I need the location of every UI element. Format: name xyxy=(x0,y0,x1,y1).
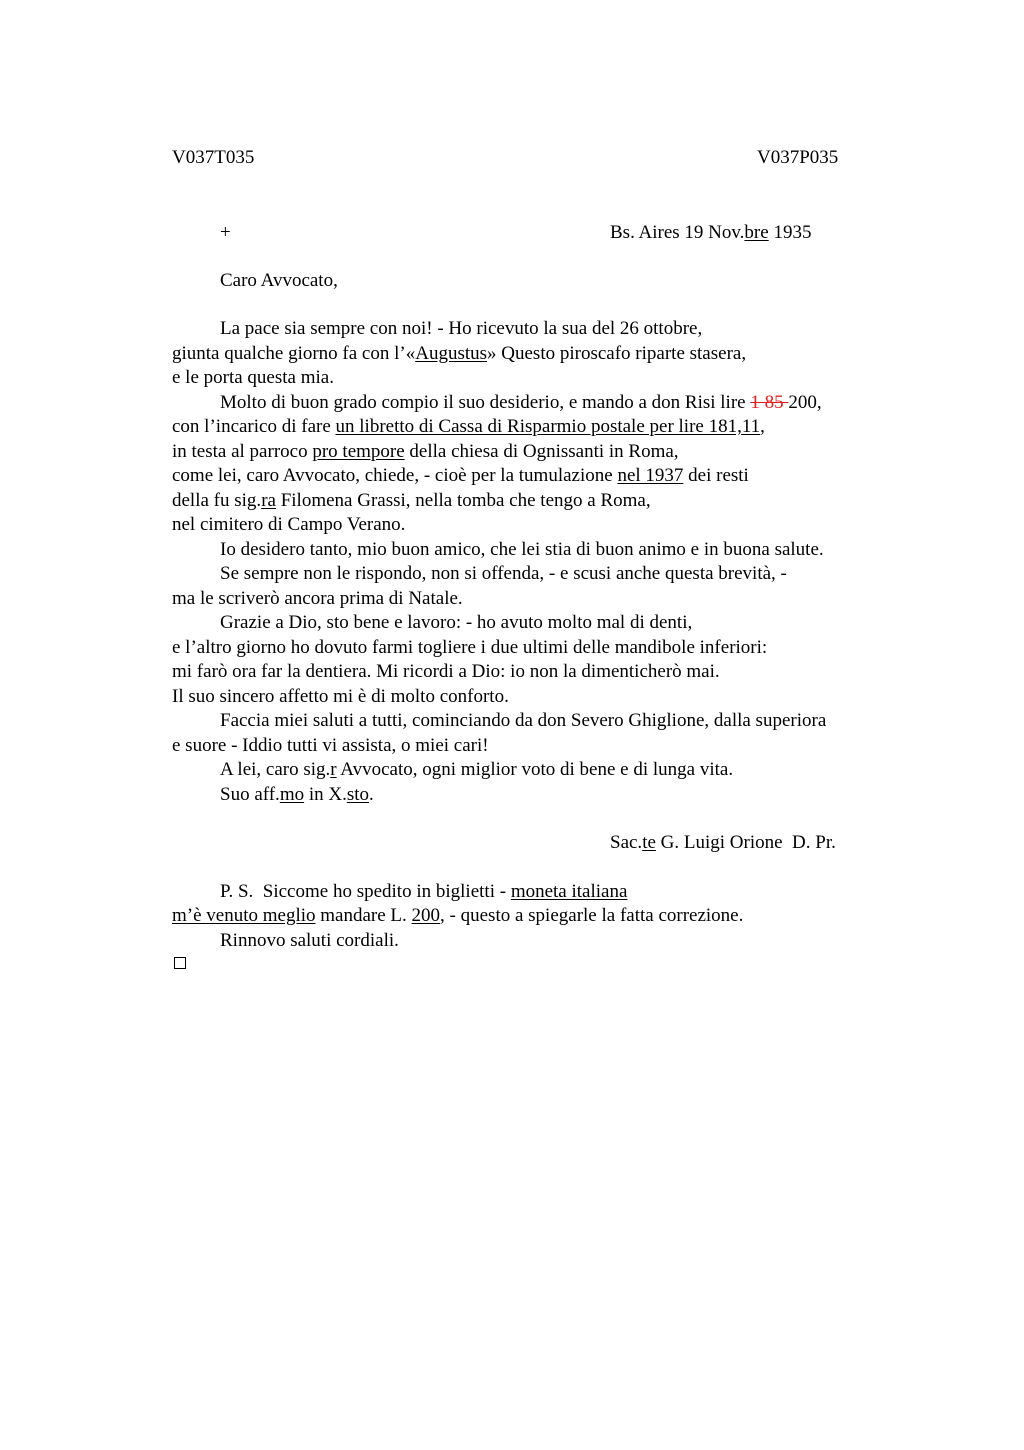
letter-line: della fu sig.ra Filomena Grassi, nella tomba che tengo a Roma, xyxy=(172,490,651,511)
letter-line: nel cimitero di Campo Verano. xyxy=(172,514,406,535)
letter-line: in testa al parroco pro tempore della chiesa di Ognissanti in Roma, xyxy=(172,441,679,462)
letter-line: Faccia miei saluti a tutti, cominciando da don Severo Ghiglione, dalla superiora xyxy=(220,710,827,731)
postscript-line: m’è venuto meglio mandare L. 200, - questo a spiegarle la fatta correzione. xyxy=(172,905,744,926)
letter-line: e l’altro giorno ho dovuto farmi togliere i due ultimi delle mandibole inferiori: xyxy=(172,637,768,658)
letter-line: Grazie a Dio, sto bene e lavoro: - ho avuto molto mal di denti, xyxy=(220,612,693,633)
letter-line: mi farò ora far la dentiera. Mi ricordi a Dio: io non la dimenticherò mai. xyxy=(172,661,720,682)
letter-line: La pace sia sempre con noi! - Ho ricevuto la sua del 26 ottobre, xyxy=(220,318,703,339)
closing-line: Suo aff.mo in X.sto. xyxy=(220,784,374,805)
letter-line: e suore - Iddio tutti vi assista, o miei cari! xyxy=(172,735,489,756)
letter-line: A lei, caro sig.r Avvocato, ogni miglior voto di bene e di lunga vita. xyxy=(220,759,734,780)
letter-line: Il suo sincero affetto mi è di molto conforto. xyxy=(172,686,509,707)
salutation: Caro Avvocato, xyxy=(220,270,338,291)
document-code-left: V037T035 xyxy=(172,147,255,168)
postscript-line: P. S. Siccome ho spedito in biglietti - moneta italiana xyxy=(220,881,628,902)
deleted-amount: 1 85 xyxy=(750,392,789,413)
end-box-icon xyxy=(174,957,186,969)
letter-line: ma le scriverò ancora prima di Natale. xyxy=(172,588,463,609)
letter-line: Io desidero tanto, mio buon amico, che lei stia di buon animo e in buona salute. xyxy=(220,539,824,560)
letter-line: giunta qualche giorno fa con l’«Augustus» Questo piroscafo riparte stasera, xyxy=(172,343,747,364)
document-code-right: V037P035 xyxy=(757,147,839,168)
place-date: Bs. Aires 19 Nov.bre 1935 xyxy=(610,222,812,243)
postscript-line: Rinnovo saluti cordiali. xyxy=(220,930,399,951)
letter-line: come lei, caro Avvocato, chiede, - cioè per la tumulazione nel 1937 dei resti xyxy=(172,465,749,486)
letter-line: Molto di buon grado compio il suo desiderio, e mando a don Risi lire 1 85 200, xyxy=(220,392,822,413)
letter-line: con l’incarico di fare un libretto di Cassa di Risparmio postale per lire 181,11, xyxy=(172,416,765,437)
letter-line: e le porta questa mia. xyxy=(172,367,334,388)
signature: Sac.te G. Luigi Orione D. Pr. xyxy=(610,832,836,853)
letter-line: Se sempre non le rispondo, non si offenda, - e scusi anche questa brevità, - xyxy=(220,563,787,584)
cross-mark: + xyxy=(220,222,231,243)
